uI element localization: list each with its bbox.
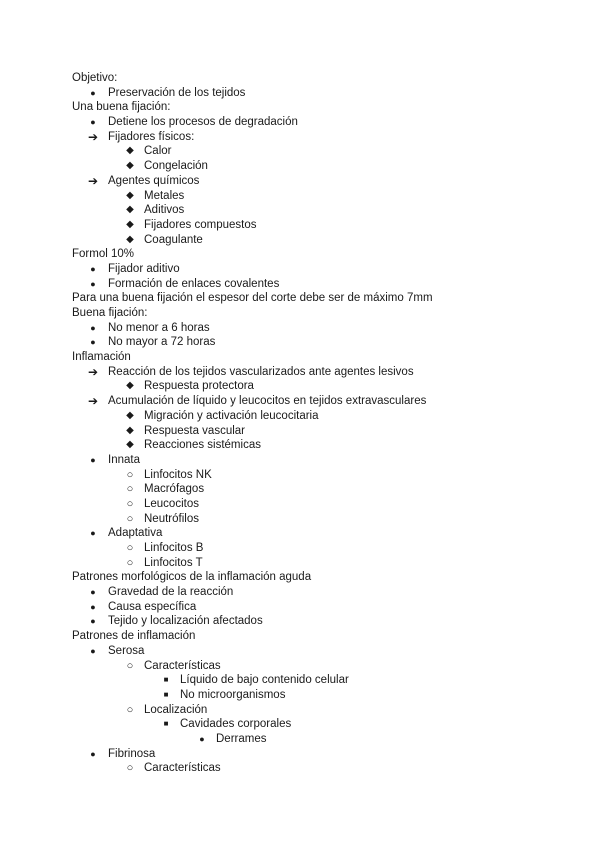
dot-bullet-icon: ● [199, 733, 205, 744]
circle-bullet-icon: ○ [126, 542, 134, 554]
line-text: Patrones de inflamación [72, 630, 196, 643]
dot-bullet-icon: ● [90, 645, 96, 656]
arrow-bullet-icon: ➔ [87, 129, 99, 144]
diamond-bullet-icon: ◆ [126, 409, 134, 421]
list-item [72, 174, 542, 189]
heading-line [72, 100, 542, 115]
line-text: Linfocitos NK [144, 468, 212, 481]
list-item [72, 130, 542, 145]
line-text: Fijadores compuestos [144, 218, 257, 231]
list-item [72, 761, 542, 776]
list-item [72, 673, 542, 688]
line-text: Características [144, 659, 221, 672]
line-text: Fijadores físicos: [108, 130, 195, 143]
list-item [72, 659, 542, 674]
list-item [72, 600, 542, 615]
dot-bullet-icon: ● [90, 263, 96, 274]
line-text: Aditivos [144, 204, 185, 217]
line-text: Buena fijación: [72, 307, 148, 319]
list-item [72, 732, 542, 747]
list-item [72, 203, 542, 218]
line-text: No mayor a 72 horas [108, 336, 216, 349]
line-text: Preservación de los tejidos [108, 86, 246, 99]
line-text: Calor [144, 145, 172, 158]
list-item [72, 262, 542, 277]
list-item [72, 233, 542, 248]
line-text: Causa específica [108, 600, 197, 613]
list-item [72, 394, 542, 409]
list-item [72, 644, 542, 659]
diamond-bullet-icon: ◆ [126, 145, 134, 157]
arrow-bullet-icon: ➔ [87, 173, 99, 188]
line-text: Serosa [108, 644, 145, 657]
line-text: Gravedad de la reacción [108, 586, 234, 599]
list-item [72, 321, 542, 336]
dot-bullet-icon: ● [90, 278, 96, 289]
heading-line [72, 71, 542, 86]
heading-line [72, 291, 542, 306]
list-item [72, 497, 542, 512]
line-text: Fibrinosa [108, 747, 156, 760]
outline-list [72, 71, 542, 776]
list-item [72, 717, 542, 732]
square-bullet-icon: ■ [163, 675, 169, 685]
line-text: No microorganismos [180, 688, 286, 701]
list-item [72, 379, 542, 394]
line-text: No menor a 6 horas [108, 321, 210, 334]
line-text: Linfocitos B [144, 542, 204, 554]
line-text: Linfocitos T [144, 556, 203, 569]
list-item [72, 556, 542, 571]
circle-bullet-icon: ○ [126, 512, 134, 525]
dot-bullet-icon: ● [90, 601, 96, 612]
line-text: Características [144, 762, 221, 775]
list-item [72, 86, 542, 101]
heading-line [72, 570, 542, 585]
list-item [72, 438, 542, 453]
list-item [72, 688, 542, 703]
dot-bullet-icon: ● [90, 748, 96, 759]
line-text: Objetivo: [72, 72, 118, 84]
heading-line [72, 629, 542, 644]
square-bullet-icon: ■ [163, 719, 169, 729]
diamond-bullet-icon: ◆ [126, 424, 134, 436]
dot-bullet-icon: ● [90, 87, 96, 98]
line-text: Respuesta protectora [144, 380, 254, 393]
line-text: Reacciones sistémicas [144, 439, 261, 452]
list-item [72, 277, 542, 292]
list-item [72, 335, 542, 350]
line-text: Innata [108, 453, 140, 466]
dot-bullet-icon: ● [90, 117, 96, 128]
circle-bullet-icon: ○ [126, 556, 134, 569]
diamond-bullet-icon: ◆ [126, 218, 134, 230]
line-text: Fijador aditivo [108, 262, 180, 275]
line-text: Una buena fijación: [72, 101, 171, 114]
list-item [72, 144, 542, 159]
dot-bullet-icon: ● [90, 454, 96, 465]
list-item [72, 703, 542, 718]
heading-line [72, 247, 542, 262]
arrow-bullet-icon: ➔ [87, 394, 99, 409]
line-text: Adaptativa [108, 527, 163, 540]
list-item [72, 218, 542, 233]
circle-bullet-icon: ○ [126, 762, 134, 775]
diamond-bullet-icon: ◆ [126, 160, 134, 172]
diamond-bullet-icon: ◆ [126, 233, 134, 245]
dot-bullet-icon: ● [90, 337, 96, 348]
line-text: Leucocitos [144, 497, 199, 510]
diamond-bullet-icon: ◆ [126, 380, 134, 392]
dot-bullet-icon: ● [90, 587, 96, 598]
line-text: Derrames [216, 732, 267, 745]
list-item [72, 541, 542, 556]
circle-bullet-icon: ○ [126, 659, 134, 672]
list-item [72, 365, 542, 380]
diamond-bullet-icon: ◆ [126, 439, 134, 451]
line-text: Para una buena fijación el espesor del corte debe ser de máximo 7mm [72, 292, 433, 305]
line-text: Acumulación de líquido y leucocitos en tejidos extravasculares [108, 395, 427, 408]
list-item [72, 453, 542, 468]
list-item [72, 468, 542, 483]
list-item [72, 409, 542, 424]
line-text: Líquido de bajo contenido celular [180, 674, 349, 687]
line-text: Tejido y localización afectados [108, 615, 263, 628]
line-text: Coagulante [144, 233, 203, 246]
list-item [72, 482, 542, 497]
line-text: Neutrófilos [144, 512, 199, 525]
dot-bullet-icon: ● [90, 322, 96, 333]
dot-bullet-icon: ● [90, 528, 96, 539]
list-item [72, 189, 542, 204]
list-item [72, 512, 542, 527]
dot-bullet-icon: ● [90, 616, 96, 627]
circle-bullet-icon: ○ [126, 468, 134, 481]
list-item [72, 585, 542, 600]
line-text: Inflamación [72, 351, 131, 364]
line-text: Formol 10% [72, 248, 134, 261]
list-item [72, 614, 542, 629]
line-text: Respuesta vascular [144, 424, 245, 437]
list-item [72, 526, 542, 541]
diamond-bullet-icon: ◆ [126, 204, 134, 216]
list-item [72, 424, 542, 439]
line-text: Metales [144, 189, 185, 202]
line-text: Congelación [144, 160, 208, 173]
list-item [72, 747, 542, 762]
square-bullet-icon: ■ [163, 689, 169, 699]
line-text: Detiene los procesos de degradación [108, 116, 298, 129]
circle-bullet-icon: ○ [126, 483, 134, 496]
line-text: Agentes químicos [108, 174, 200, 187]
arrow-bullet-icon: ➔ [87, 364, 99, 379]
line-text: Patrones morfológicos de la inflamación aguda [72, 571, 312, 584]
line-text: Macrófagos [144, 483, 205, 496]
line-text: Formación de enlaces covalentes [108, 277, 280, 290]
heading-line [72, 306, 542, 321]
line-text: Migración y activación leucocitaria [144, 409, 319, 422]
list-item [72, 115, 542, 130]
heading-line [72, 350, 542, 365]
diamond-bullet-icon: ◆ [126, 189, 134, 201]
circle-bullet-icon: ○ [126, 497, 134, 510]
line-text: Cavidades corporales [180, 718, 292, 731]
circle-bullet-icon: ○ [126, 703, 134, 716]
line-text: Reacción de los tejidos vascularizados ante agentes lesivos [108, 365, 414, 378]
list-item [72, 159, 542, 174]
line-text: Localización [144, 703, 208, 716]
